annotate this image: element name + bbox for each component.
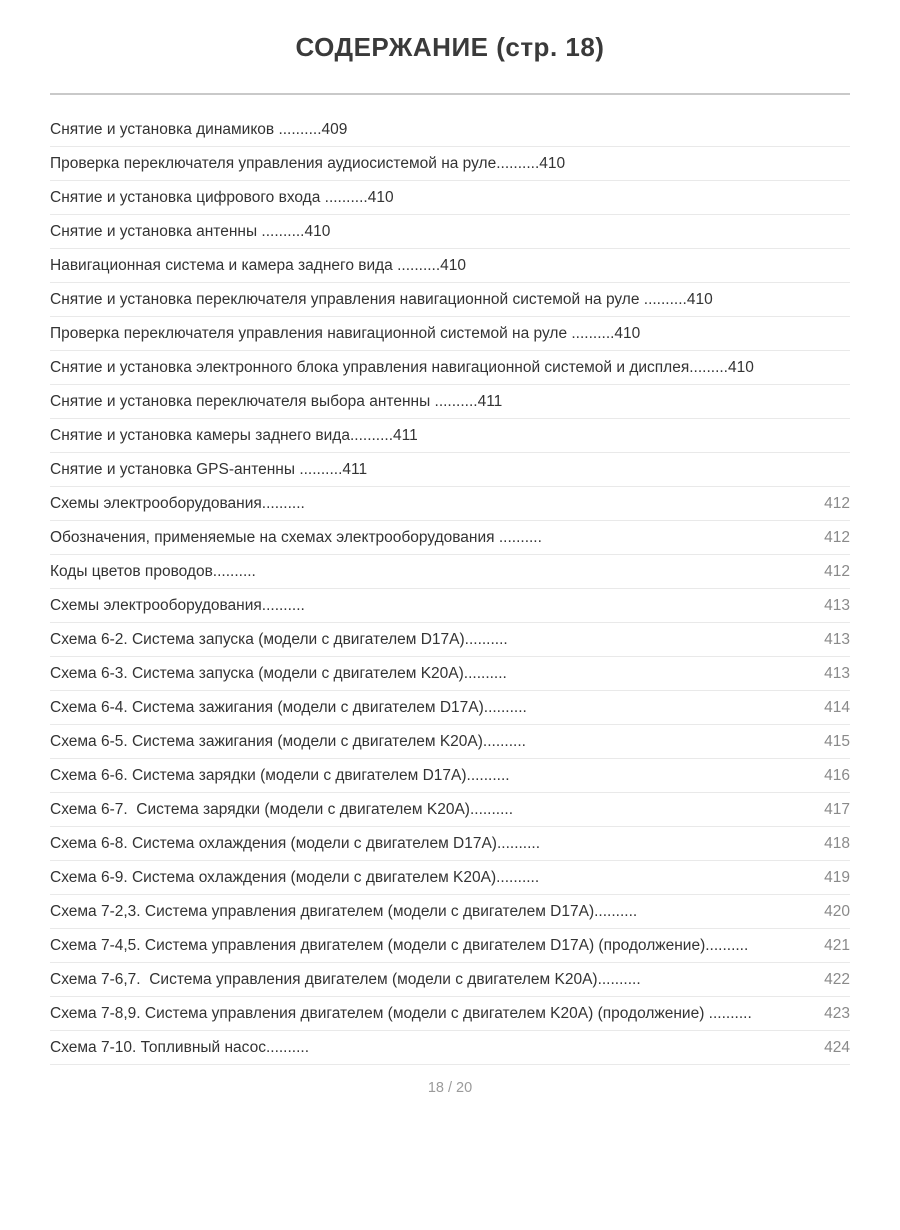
toc-entry-page: 422: [824, 971, 850, 988]
toc-entry-label: Схема 7-4,5. Система управления двигателем (модели с двигателем D17A) (продолжение)..........: [50, 937, 749, 954]
toc-entry-label: Схема 6-3. Система запуска (модели с двигателем K20A)..........: [50, 665, 507, 682]
toc-entry-label: Схема 6-2. Система запуска (модели с двигателем D17A)..........: [50, 631, 508, 648]
toc-entry-label: Снятие и установка переключателя управления навигационной системой на руле ..........410: [50, 291, 713, 308]
toc-entry-label: Схема 6-5. Система зажигания (модели с двигателем K20A)..........: [50, 733, 526, 750]
toc-entry: [50, 317, 850, 351]
toc-entry: [50, 385, 850, 419]
toc-entry: [50, 657, 850, 691]
toc-entry: [50, 351, 850, 385]
toc-entry: [50, 759, 850, 793]
toc-entry: [50, 521, 850, 555]
toc-entry-label: Схема 7-6,7. Система управления двигателем (модели с двигателем K20A)..........: [50, 971, 641, 988]
toc-entry: [50, 963, 850, 997]
toc-entry-page: 419: [824, 869, 850, 886]
toc-entry: [50, 147, 850, 181]
toc-entry-label: Схема 7-8,9. Система управления двигателем (модели с двигателем K20A) (продолжение) ..........: [50, 1005, 752, 1022]
toc-entry-label: Схема 6-8. Система охлаждения (модели с двигателем D17A)..........: [50, 835, 541, 852]
toc-entry-label: Схемы электрооборудования..........: [50, 597, 305, 614]
toc-entry-page: 416: [824, 767, 850, 784]
toc-entry-page: 412: [824, 529, 850, 546]
toc-entry-label: Схема 7-2,3. Система управления двигателем (модели с двигателем D17A)..........: [50, 903, 638, 920]
toc-entry-label: Обозначения, применяемые на схемах электрооборудования ..........: [50, 529, 542, 546]
toc-entry-label: Проверка переключателя управления аудиосистемой на руле..........410: [50, 155, 566, 172]
toc-entry-page: 413: [824, 665, 850, 682]
toc-entry-page: 413: [824, 597, 850, 614]
toc-entry: [50, 861, 850, 895]
toc-entry: [50, 453, 850, 487]
toc-entry: [50, 487, 850, 521]
toc-entry: [50, 793, 850, 827]
toc-entry: [50, 249, 850, 283]
toc-entry: [50, 827, 850, 861]
toc-entry: [50, 997, 850, 1031]
toc-entry-page: 423: [824, 1005, 850, 1022]
toc-entry-label: Снятие и установка цифрового входа ..........410: [50, 189, 394, 206]
toc-entry-page: 421: [824, 937, 850, 954]
toc-entry-page: 412: [824, 495, 850, 512]
toc-entry-label: Схема 6-4. Система зажигания (модели с двигателем D17A)..........: [50, 699, 527, 716]
toc-entry-label: Коды цветов проводов..........: [50, 563, 256, 580]
toc-entry-page: 413: [824, 631, 850, 648]
toc-entry-page: 424: [824, 1039, 850, 1056]
toc-entry-page: 420: [824, 903, 850, 920]
toc-entry-label: Схема 6-9. Система охлаждения (модели с двигателем K20A)..........: [50, 869, 540, 886]
toc-entry: [50, 113, 850, 147]
toc-entry-page: 415: [824, 733, 850, 750]
page-title: СОДЕРЖАНИЕ (стр. 18): [295, 32, 605, 62]
toc-entry: [50, 215, 850, 249]
toc-entry-label: Снятие и установка динамиков ..........409: [50, 121, 348, 138]
toc-entry-page: 414: [824, 699, 850, 716]
toc-entry: [50, 1031, 850, 1065]
toc-entry: [50, 895, 850, 929]
toc-entry: [50, 589, 850, 623]
toc-entry: [50, 623, 850, 657]
page-indicator: 18 / 20: [427, 1080, 473, 1096]
toc-entry-label: Снятие и установка камеры заднего вида..........411: [50, 427, 418, 444]
toc-entry-label: Схема 6-6. Система зарядки (модели с двигателем D17A)..........: [50, 767, 510, 784]
toc-entry-page: 417: [824, 801, 850, 818]
toc-entry: [50, 283, 850, 317]
toc-entry-label: Схема 6-7. Система зарядки (модели с двигателем K20A)..........: [50, 801, 514, 818]
toc-entry-page: 418: [824, 835, 850, 852]
toc-entry-label: Снятие и установка антенны ..........410: [50, 223, 331, 240]
toc-entry: [50, 181, 850, 215]
toc-entry: [50, 555, 850, 589]
toc-entry: [50, 725, 850, 759]
document-page: [0, 30, 900, 1230]
title-divider: [50, 93, 850, 95]
toc-entry-label: Проверка переключателя управления навигационной системой на руле ..........410: [50, 325, 641, 342]
toc-entry: [50, 419, 850, 453]
toc-entry-page: 412: [824, 563, 850, 580]
toc-entry-label: Снятие и установка электронного блока управления навигационной системой и дисплея.........410: [50, 359, 754, 376]
toc-list: [50, 113, 850, 1065]
toc-entry: [50, 691, 850, 725]
toc-entry-label: Схема 7-10. Топливный насос..........: [50, 1039, 310, 1056]
toc-entry-label: Навигационная система и камера заднего вида ..........410: [50, 257, 467, 274]
toc-entry-label: Схемы электрооборудования..........: [50, 495, 305, 512]
toc-entry: [50, 929, 850, 963]
toc-entry-label: Снятие и установка GPS-антенны ..........411: [50, 461, 368, 478]
toc-entry-label: Снятие и установка переключателя выбора антенны ..........411: [50, 393, 503, 410]
